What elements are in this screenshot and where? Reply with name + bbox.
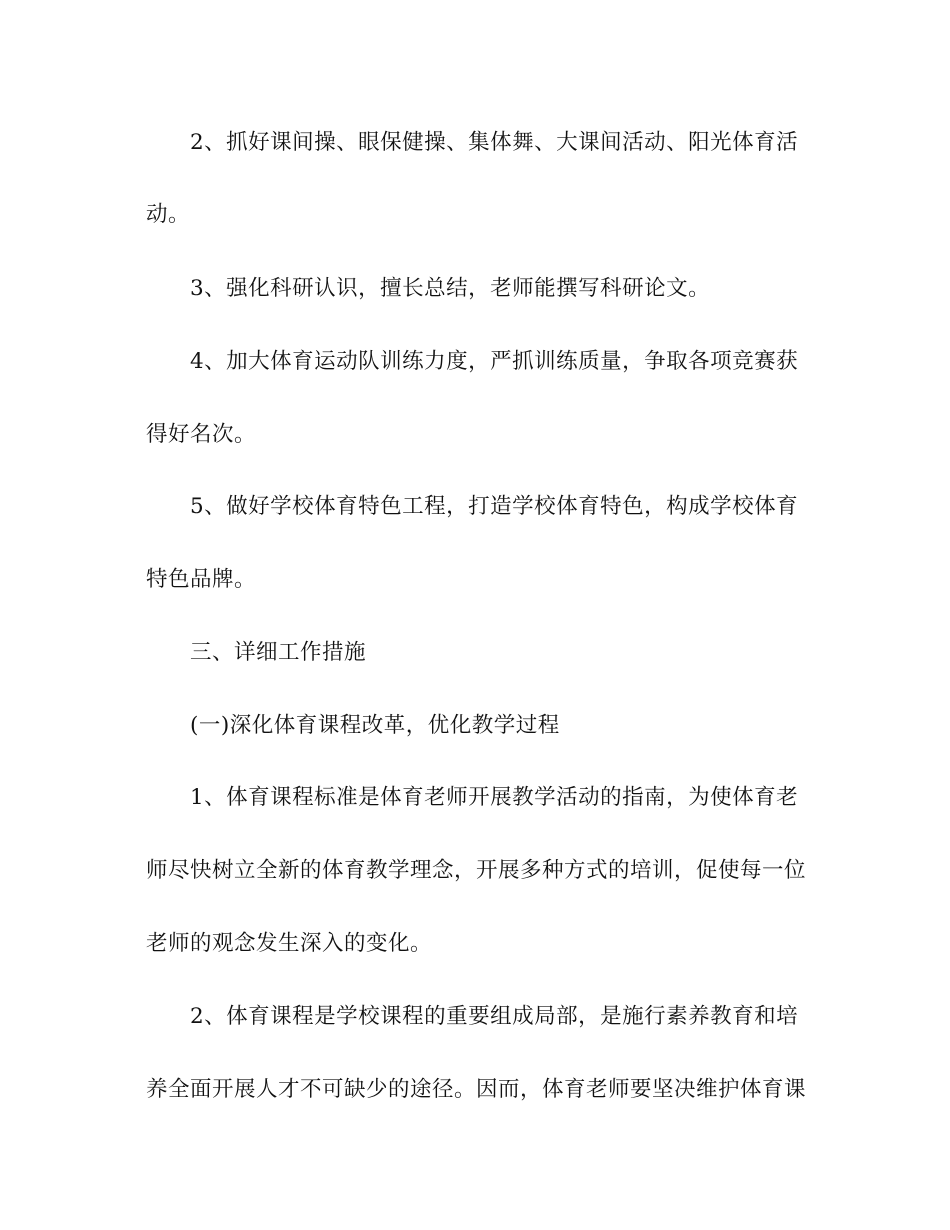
paragraph-line: 养全面开展人才不可缺少的途径。因而，体育老师要坚决维护体育课 — [146, 1077, 807, 1102]
paragraph-line: 4、加大体育运动队训练力度，严抓训练质量，争取各项竞赛获 — [190, 349, 799, 374]
paragraph-line: 2、抓好课间操、眼保健操、集体舞、大课间活动、阳光体育活 — [190, 130, 799, 155]
paragraph-line: 老师的观念发生深入的变化。 — [146, 931, 433, 956]
section-heading: 三、详细工作措施 — [190, 640, 367, 665]
paragraph-line: 得好名次。 — [146, 422, 257, 447]
paragraph-line: 动。 — [146, 202, 191, 227]
paragraph-line: 3、强化科研认识，擅长总结，老师能撰写科研论文。 — [190, 276, 711, 301]
subsection-heading: (一)深化体育课程改革，优化教学过程 — [190, 713, 560, 738]
paragraph-line: 2、体育课程是学校课程的重要组成局部，是施行素养教育和培 — [190, 1004, 799, 1029]
paragraph-line: 1、体育课程标准是体育老师开展教学活动的指南，为使体育老 — [190, 785, 799, 810]
paragraph-line: 5、做好学校体育特色工程，打造学校体育特色，构成学校体育 — [190, 494, 799, 519]
paragraph-line: 特色品牌。 — [146, 567, 257, 592]
paragraph-line: 师尽快树立全新的体育教学理念，开展多种方式的培训，促使每一位 — [146, 858, 807, 883]
